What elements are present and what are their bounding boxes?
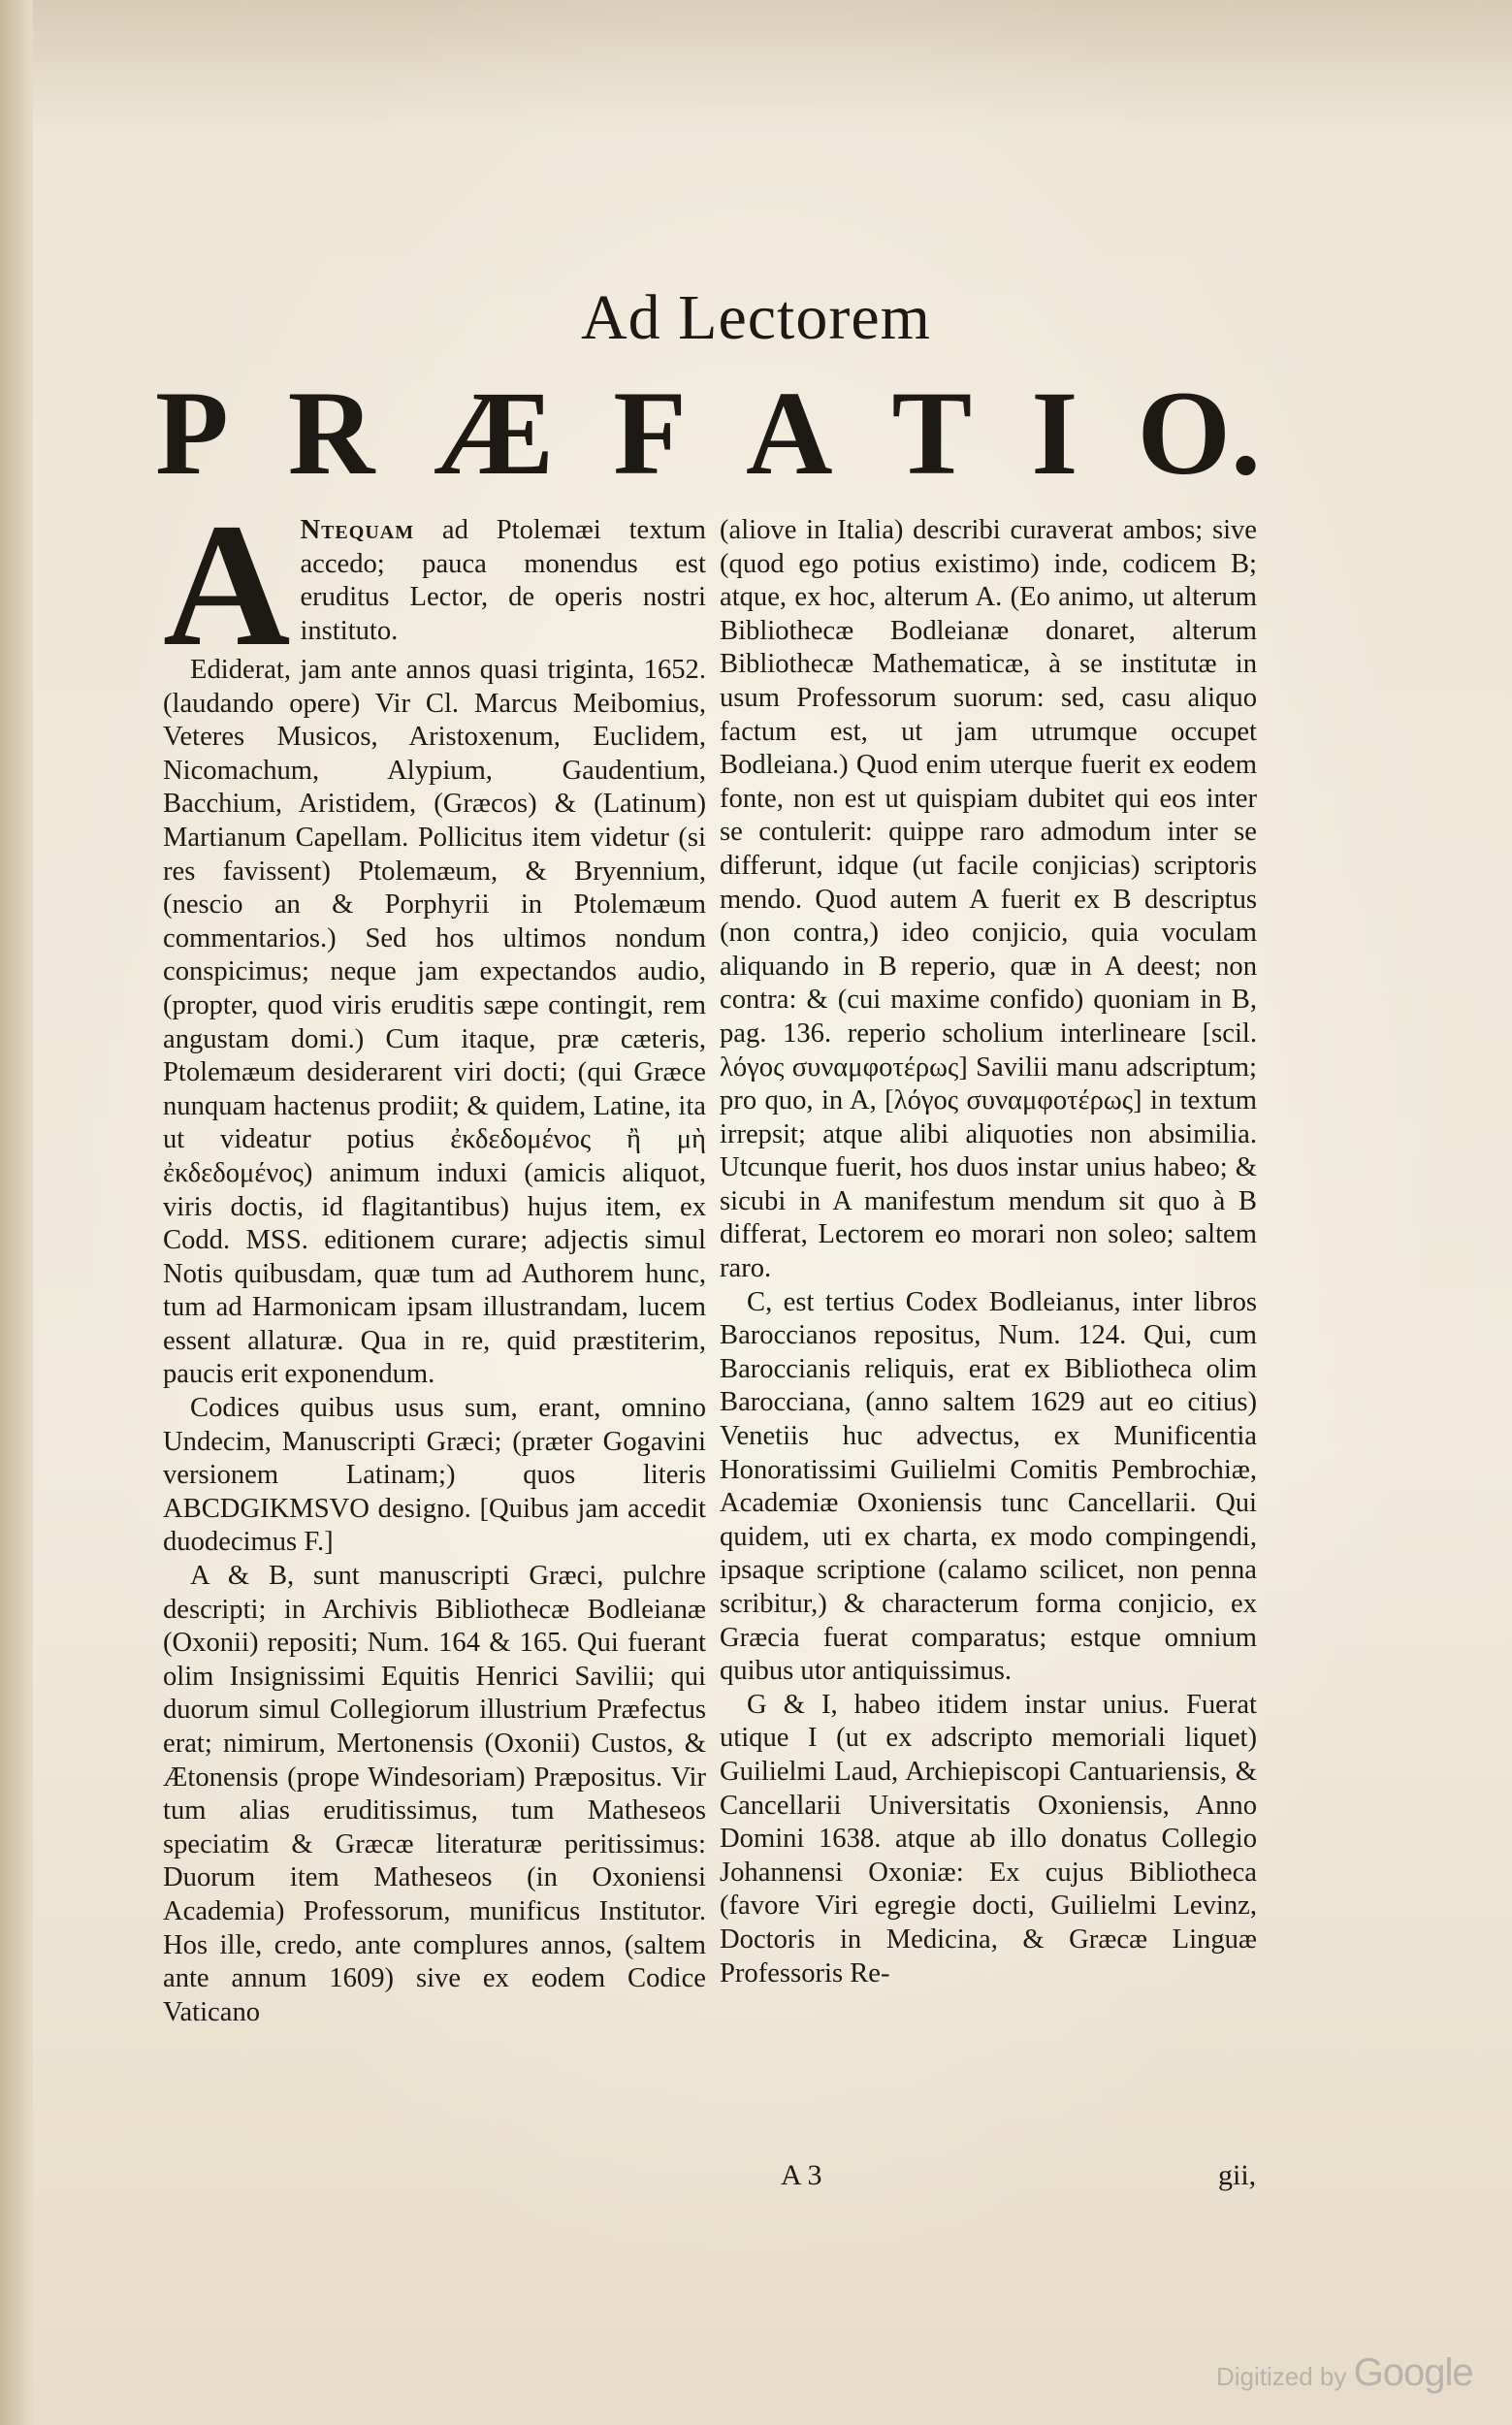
text-column-right <box>720 514 1257 1990</box>
text-column-left <box>163 514 706 2029</box>
lead-small-caps: Ntequam <box>300 515 415 545</box>
title-letter: I <box>1031 367 1078 500</box>
title-letter: P <box>155 367 229 500</box>
opening-paragraph <box>163 514 706 654</box>
title-letter: R <box>287 367 375 500</box>
lead-text: ad Ptolemæi textum accedo; pauca monendus est eruditus Lector, de operis nostri instituto. <box>300 515 706 646</box>
signature-mark: A 3 <box>781 2159 822 2191</box>
watermark-brand: Google <box>1353 2351 1473 2394</box>
paragraph: G & I, habeo itidem instar unius. Fuerat utique I (ut ex adscripto memoriali liquet) Guilielmi Laud, Archiepiscopi Cantuariensis, & Cancellarii Universitatis Oxoniensis, Anno Domini 1638. atque ab illo donatus Collegio Johannensi Oxoniæ: Ex cujus Bibliotheca (favore Viri egregie docti, Guilielmi Levinz, Doctoris in Medicina, & Græcæ Linguæ Professoris Re- <box>720 1689 1257 1988</box>
paragraph: A & B, sunt manuscripti Græci, pulchre descripti; in Archivis Bibliothecæ Bodleianæ (Oxonii) repositi; Num. 164 & 165. Qui fuerant olim Insignissimi Equitis Henrici Savilii; qui duorum simul Collegiorum illustrium Præfectus erat; nimirum, Mertonensis (Oxonii) Custos, & Ætonensis (prope Windesoriam) Præpositus. Vir tum alias eruditissimus, tum Matheseos speciatim & Græcæ literaturæ peritissimus: Duorum item Matheseos (in Oxoniensi Academia) Professorum, munificus Institutor. Hos ille, credo, ante complures annos, (saltem ante annum 1609) sive ex eodem Codice Vaticano <box>163 1561 706 2027</box>
drop-cap: A <box>163 514 291 654</box>
title-letter: F <box>613 367 688 500</box>
title-letter: O. <box>1137 367 1261 500</box>
title-letter: A <box>746 367 833 500</box>
paragraph: Codices quibus usus sum, erant, omnino Undecim, Manuscripti Græci; (præter Gogavini versionem Latinam;) quos literis ABCDGIKMSVO designo. [Quibus jam accedit duodecimus F.] <box>163 1393 706 1558</box>
watermark-prefix: Digitized by <box>1216 2362 1347 2391</box>
binding-edge <box>0 0 33 2425</box>
title-letter: T <box>891 367 973 500</box>
paragraph: (aliove in Italia) describi curaverat ambos; sive (quod ego potius existimo) inde, codicem B; atque, ex hoc, alterum A. (Eo animo, ut alterum Bibliothecæ Bodleianæ donaret, alterum Bibliothecæ Mathematicæ, à se institutæ in usum Professorum suorum: sed, casu aliquo factum est, ut jam utrumque occupet Bodleiana.) Quod enim uterque fuerit ex eodem fonte, non est ut quispiam dubitet qui eos inter se contulerit: quippe raro admodum inter se differunt, idque (ut facile conjicias) scriptoris mendo. Quod autem A fuerit ex B descriptus (non contra,) ideo conjicio, quia voculam aliquando in B reperio, quæ in A deest; non contra: & (cui maxime confido) quoniam in B, pag. 136. reperio scholium interlineare [scil. λόγος συναμφοτέρως] Savilii manu adscriptum; pro quo, in A, [λόγος συναμφοτέρως] in textum irrepsit; atque alibi aliquoties non absimilia. Utcunque fuerit, hos duos instar unius habeo; & sicubi in A manifestum mendum sit quo à B differat, Lectorem eo morari non soleo; saltem raro. <box>720 515 1257 1284</box>
page-subtitle: Ad Lectorem <box>580 282 931 353</box>
catchword: gii, <box>1218 2159 1257 2191</box>
paragraph: Ediderat, jam ante annos quasi triginta, 1652. (laudando opere) Vir Cl. Marcus Meibomius, Veteres Musicos, Aristoxenum, Euclidem, Nicomachum, Alypium, Gaudentium, Bacchium, Aristidem, (Græcos) & (Latinum) Martianum Capellam. Pollicitus item videtur (si res favissent) Ptolemæum, & Bryennium, (nescio an & Porphyrii in Ptolemæum commentarios.) Sed hos ultimos nondum conspicimus; neque jam expectandos audio, (propter, quod viris eruditis sæpe contingit, rem angustam domi.) Cum itaque, præ cæteris, Ptolemæum desiderarent viri docti; (qui Græce nunquam hactenus prodiit; & quidem, Latine, ita ut videatur potius ἐκδεδομένος ἢ μὴ ἐκδεδομένος) animum induxi (amicis aliquot, viris doctis, id flagitantibus) hujus item, ex Codd. MSS. editionem curare; adjectis simul Notis quibusdam, quæ tum ad Authorem hunc, tum ad Harmonicam ipsam illustrandam, lucem essent allaturæ. Qua in re, quid præstiterim, paucis erit exponendum. <box>163 655 706 1390</box>
paragraph: C, est tertius Codex Bodleianus, inter libros Baroccianos repositus, Num. 124. Qui, cum Baroccianis reliquis, erat ex Bibliotheca olim Barocciana, (anno saltem 1629 aut eo citius) Venetiis huc advectus, ex Munificentia Honoratissimi Guilielmi Comitis Pembrochiæ, Academiæ Oxoniensis tunc Cancellarii. Qui quidem, uti ex charta, ex modo compingendi, ipsaque scriptione (calamo scilicet, non penna scribitur,) & characterum forma conjicio, ex Græcia fuerat comparatus; estque omnium quibus utor antiquissimus. <box>720 1286 1257 1687</box>
digitized-watermark <box>1216 2351 1473 2395</box>
page-title <box>155 367 1261 500</box>
title-letter: Æ <box>434 367 555 500</box>
